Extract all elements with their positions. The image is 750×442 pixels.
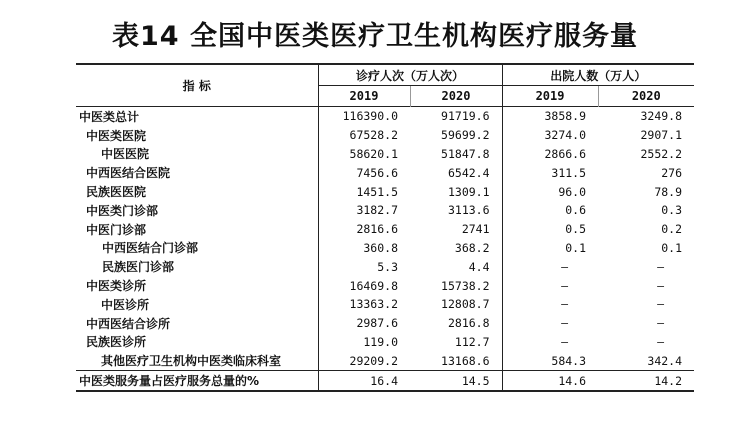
cell-discharges-2019: 584.3 xyxy=(502,351,598,370)
cell-visits-2019: 119.0 xyxy=(318,333,410,352)
cell-discharges-2020: – xyxy=(657,297,665,312)
cell-discharges-2019: – xyxy=(502,257,598,276)
cell-visits-2020: 59699.2 xyxy=(441,128,490,143)
cell-discharges-2020: 342.4 xyxy=(647,353,683,368)
cell-discharges-2020: 78.9 xyxy=(654,184,683,199)
table-row xyxy=(76,371,694,391)
cell-discharges-2020: 3249.8 xyxy=(640,109,683,124)
cell-visits-2020: 12808.7 xyxy=(441,297,490,312)
visits-group-header: 诊疗人次（万人次） xyxy=(318,64,502,86)
row-label: 民族医门诊部 xyxy=(102,260,175,275)
cell-discharges-2019: – xyxy=(502,333,598,352)
row-label: 中西医结合门诊部 xyxy=(102,241,199,256)
cell-discharges-2020: – xyxy=(657,259,665,274)
cell-visits-2020: 15738.2 xyxy=(441,278,490,293)
table-row xyxy=(76,314,694,333)
cell-discharges-2020: – xyxy=(657,334,665,349)
cell-visits-2020: 6542.4 xyxy=(447,165,490,180)
cell-visits-2019: 5.3 xyxy=(318,257,410,276)
year-header: 2020 xyxy=(631,89,661,103)
table-row xyxy=(76,107,694,126)
statistics-table xyxy=(76,63,694,392)
table-row xyxy=(76,351,694,370)
cell-discharges-2019: – xyxy=(502,314,598,333)
row-label: 中医医院 xyxy=(101,147,150,162)
row-label: 中医类门诊部 xyxy=(86,203,159,218)
cell-discharges-2020: 0.2 xyxy=(661,222,683,237)
year-header: 2019 xyxy=(502,86,598,107)
cell-discharges-2020: – xyxy=(657,278,665,293)
cell-discharges-2019: 0.5 xyxy=(502,220,598,239)
row-label: 中医诊所 xyxy=(101,297,150,312)
year-header: 2019 xyxy=(318,86,410,107)
row-label: 中医门诊部 xyxy=(86,222,147,237)
cell-discharges-2020: – xyxy=(657,316,665,331)
cell-visits-2020: 91719.6 xyxy=(441,109,490,124)
table-row xyxy=(76,182,694,201)
cell-visits-2019: 29209.2 xyxy=(318,351,410,370)
discharges-group-header: 出院人数（万人） xyxy=(502,64,694,86)
cell-visits-2020: 368.2 xyxy=(454,240,490,255)
cell-visits-2019: 67528.2 xyxy=(318,126,410,145)
table-row xyxy=(76,295,694,314)
cell-visits-2020: 51847.8 xyxy=(441,146,490,161)
cell-discharges-2020: 0.1 xyxy=(661,240,683,255)
cell-discharges-2019: 3858.9 xyxy=(502,107,598,126)
cell-discharges-2020: 14.2 xyxy=(654,373,683,388)
table-row xyxy=(76,163,694,182)
row-label: 中医类服务量占医疗服务总量的% xyxy=(79,374,260,389)
row-label: 民族医医院 xyxy=(86,185,147,200)
cell-discharges-2019: 3274.0 xyxy=(502,126,598,145)
table-row xyxy=(76,126,694,145)
cell-visits-2019: 2987.6 xyxy=(318,314,410,333)
cell-visits-2019: 1451.5 xyxy=(318,182,410,201)
cell-visits-2019: 7456.6 xyxy=(318,163,410,182)
cell-visits-2019: 3182.7 xyxy=(318,201,410,220)
cell-discharges-2019: – xyxy=(502,276,598,295)
cell-discharges-2019: – xyxy=(502,295,598,314)
year-header: 2020 xyxy=(410,86,502,107)
table-row xyxy=(76,333,694,352)
table-row xyxy=(76,201,694,220)
cell-discharges-2020: 276 xyxy=(661,165,683,180)
cell-discharges-2020: 2907.1 xyxy=(640,128,683,143)
cell-visits-2019: 13363.2 xyxy=(318,295,410,314)
table-row xyxy=(76,220,694,239)
cell-visits-2020: 2816.8 xyxy=(447,316,490,331)
cell-visits-2019: 58620.1 xyxy=(318,145,410,164)
row-label: 民族医诊所 xyxy=(86,335,147,350)
cell-visits-2020: 112.7 xyxy=(454,334,490,349)
table-title: 表14 全国中医类医疗卫生机构医疗服务量 xyxy=(112,21,638,52)
table-row xyxy=(76,239,694,258)
table-row xyxy=(76,145,694,164)
cell-discharges-2019: 2866.6 xyxy=(502,145,598,164)
cell-visits-2019: 16.4 xyxy=(318,371,410,391)
cell-discharges-2019: 96.0 xyxy=(502,182,598,201)
indicator-header: 指 标 xyxy=(76,64,318,107)
cell-discharges-2019: 0.1 xyxy=(502,239,598,258)
cell-visits-2020: 14.5 xyxy=(461,373,490,388)
cell-visits-2020: 13168.6 xyxy=(441,353,490,368)
cell-discharges-2020: 2552.2 xyxy=(640,146,683,161)
row-label: 中西医结合诊所 xyxy=(86,316,171,331)
cell-visits-2019: 16469.8 xyxy=(318,276,410,295)
row-label: 其他医疗卫生机构中医类临床科室 xyxy=(101,354,282,369)
row-label: 中医类总计 xyxy=(79,109,140,124)
table-row xyxy=(76,276,694,295)
cell-discharges-2019: 14.6 xyxy=(502,371,598,391)
table-row xyxy=(76,257,694,276)
cell-visits-2020: 4.4 xyxy=(468,259,490,274)
cell-visits-2020: 2741 xyxy=(461,222,490,237)
row-label: 中西医结合医院 xyxy=(86,166,171,181)
cell-discharges-2019: 311.5 xyxy=(502,163,598,182)
cell-visits-2019: 2816.6 xyxy=(318,220,410,239)
cell-visits-2019: 116390.0 xyxy=(318,107,410,126)
row-label: 中医类医院 xyxy=(86,128,147,143)
cell-discharges-2019: 0.6 xyxy=(502,201,598,220)
cell-discharges-2020: 0.3 xyxy=(661,203,683,218)
cell-visits-2020: 1309.1 xyxy=(447,184,490,199)
row-label: 中医类诊所 xyxy=(86,279,147,294)
cell-visits-2020: 3113.6 xyxy=(447,203,490,218)
cell-visits-2019: 360.8 xyxy=(318,239,410,258)
